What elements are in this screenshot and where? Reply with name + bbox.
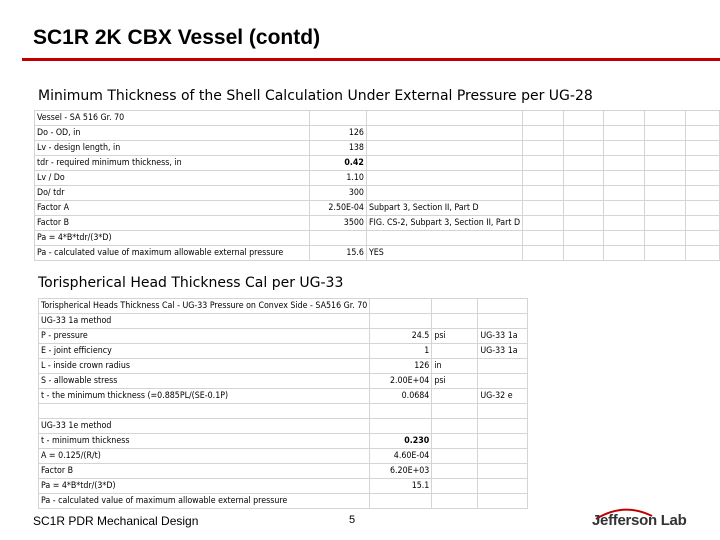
row-value: 4.60E-04: [370, 449, 432, 464]
row-label: Factor A: [35, 201, 310, 216]
empty-cell: [523, 231, 564, 246]
row-unit: in: [432, 359, 478, 374]
row-label: t - the minimum thickness (=0.885PL/(SE-0.1P): [39, 389, 370, 404]
row-unit: psi: [432, 374, 478, 389]
table-row: [39, 464, 528, 479]
empty-cell: [563, 111, 604, 126]
row-unit: psi: [432, 329, 478, 344]
row-unit: [432, 299, 478, 314]
row-label: Pa - calculated value of maximum allowable external pressure: [35, 246, 310, 261]
row-value: 3500: [310, 216, 366, 231]
empty-cell: [644, 216, 685, 231]
empty-cell: [644, 201, 685, 216]
row-label: Do/ tdr: [35, 186, 310, 201]
table-row: [39, 404, 528, 419]
row-note: YES: [366, 246, 522, 261]
table-row: [39, 374, 528, 389]
row-label: t - minimum thickness: [39, 434, 370, 449]
row-unit: [432, 314, 478, 329]
row-reference: [478, 494, 528, 509]
table-row: [35, 186, 720, 201]
row-value: [370, 494, 432, 509]
row-value: 126: [310, 126, 366, 141]
slide-title: SC1R 2K CBX Vessel (contd): [33, 26, 321, 49]
row-value: 0.230: [370, 434, 432, 449]
empty-cell: [523, 186, 564, 201]
row-value: [370, 404, 432, 419]
empty-cell: [644, 156, 685, 171]
row-note: [366, 156, 522, 171]
empty-cell: [523, 156, 564, 171]
row-unit: [432, 344, 478, 359]
empty-cell: [685, 126, 719, 141]
row-label: Lv / Do: [35, 171, 310, 186]
empty-cell: [644, 111, 685, 126]
row-value: 138: [310, 141, 366, 156]
table-row: [39, 299, 528, 314]
row-value: 0.0684: [370, 389, 432, 404]
table-row: [39, 389, 528, 404]
row-value: 126: [370, 359, 432, 374]
row-note: [366, 141, 522, 156]
empty-cell: [604, 216, 645, 231]
table-row: [39, 434, 528, 449]
head-thickness-table: [38, 298, 528, 509]
empty-cell: [563, 201, 604, 216]
row-note: [366, 126, 522, 141]
table-row: [35, 231, 720, 246]
row-label: UG-33 1e method: [39, 419, 370, 434]
row-value: 1: [370, 344, 432, 359]
empty-cell: [685, 171, 719, 186]
empty-cell: [523, 216, 564, 231]
shell-thickness-table: [34, 110, 720, 261]
row-value: [370, 419, 432, 434]
table-row: [35, 111, 720, 126]
row-reference: UG-33 1a: [478, 344, 528, 359]
row-label: Factor B: [35, 216, 310, 231]
row-value: 0.42: [310, 156, 366, 171]
row-label: E - joint efficiency: [39, 344, 370, 359]
row-label: Torispherical Heads Thickness Cal - UG-33 Pressure on Convex Side - SA516 Gr. 70: [39, 299, 370, 314]
row-reference: [478, 419, 528, 434]
page-number: 5: [349, 514, 356, 526]
row-note: FIG. CS-2, Subpart 3, Section II, Part D: [366, 216, 522, 231]
row-unit: [432, 434, 478, 449]
row-value: [310, 111, 366, 126]
row-reference: [478, 299, 528, 314]
table-row: [39, 344, 528, 359]
empty-cell: [644, 126, 685, 141]
empty-cell: [523, 246, 564, 261]
empty-cell: [685, 216, 719, 231]
row-label: Pa = 4*B*tdr/(3*D): [39, 479, 370, 494]
row-unit: [432, 419, 478, 434]
row-reference: [478, 374, 528, 389]
title-divider: [22, 58, 720, 61]
empty-cell: [604, 156, 645, 171]
table-row: [35, 201, 720, 216]
row-note: [366, 231, 522, 246]
table-row: [35, 126, 720, 141]
row-unit: [432, 479, 478, 494]
row-reference: [478, 434, 528, 449]
table-row: [39, 479, 528, 494]
row-label: Pa - calculated value of maximum allowable external pressure: [39, 494, 370, 509]
row-label: UG-33 1a method: [39, 314, 370, 329]
row-value: 24.5: [370, 329, 432, 344]
empty-cell: [644, 231, 685, 246]
shell-calc-heading: Minimum Thickness of the Shell Calculation Under External Pressure per UG-28: [38, 88, 593, 104]
empty-cell: [563, 171, 604, 186]
row-unit: [432, 449, 478, 464]
row-value: 15.6: [310, 246, 366, 261]
empty-cell: [604, 201, 645, 216]
empty-cell: [685, 141, 719, 156]
head-calc-heading: Torispherical Head Thickness Cal per UG-33: [38, 275, 344, 291]
row-reference: [478, 464, 528, 479]
row-unit: [432, 464, 478, 479]
row-value: 6.20E+03: [370, 464, 432, 479]
table-row: [39, 329, 528, 344]
row-note: [366, 186, 522, 201]
row-reference: [478, 449, 528, 464]
empty-cell: [644, 246, 685, 261]
empty-cell: [563, 156, 604, 171]
empty-cell: [604, 186, 645, 201]
table-row: [39, 419, 528, 434]
empty-cell: [563, 216, 604, 231]
empty-cell: [604, 171, 645, 186]
row-reference: [478, 314, 528, 329]
row-reference: UG-33 1a: [478, 329, 528, 344]
empty-cell: [644, 171, 685, 186]
empty-cell: [604, 141, 645, 156]
row-value: 15.1: [370, 479, 432, 494]
empty-cell: [563, 186, 604, 201]
row-reference: [478, 479, 528, 494]
table-row: [39, 314, 528, 329]
row-note: [366, 171, 522, 186]
row-value: [370, 314, 432, 329]
row-unit: [432, 404, 478, 419]
table-row: [35, 171, 720, 186]
table-row: [35, 246, 720, 261]
row-label: S - allowable stress: [39, 374, 370, 389]
row-label: Factor B: [39, 464, 370, 479]
empty-cell: [563, 141, 604, 156]
empty-cell: [604, 246, 645, 261]
row-reference: [478, 404, 528, 419]
empty-cell: [685, 111, 719, 126]
row-label: Do - OD, in: [35, 126, 310, 141]
table-row: [39, 359, 528, 374]
empty-cell: [523, 171, 564, 186]
table-row: [39, 494, 528, 509]
row-value: 1.10: [310, 171, 366, 186]
row-reference: [478, 359, 528, 374]
jefferson-lab-logo: Jefferson Lab: [592, 512, 687, 529]
empty-cell: [644, 141, 685, 156]
row-label: Lv - design length, in: [35, 141, 310, 156]
empty-cell: [685, 231, 719, 246]
empty-cell: [604, 126, 645, 141]
empty-cell: [523, 126, 564, 141]
table-row: [35, 156, 720, 171]
row-label: [39, 404, 370, 419]
row-label: A = 0.125/(R/t): [39, 449, 370, 464]
row-value: 2.00E+04: [370, 374, 432, 389]
empty-cell: [523, 141, 564, 156]
empty-cell: [604, 111, 645, 126]
row-unit: [432, 494, 478, 509]
table-row: [35, 216, 720, 231]
empty-cell: [685, 186, 719, 201]
row-value: [370, 299, 432, 314]
empty-cell: [523, 111, 564, 126]
row-label: P - pressure: [39, 329, 370, 344]
empty-cell: [523, 201, 564, 216]
row-label: Pa = 4*B*tdr/(3*D): [35, 231, 310, 246]
empty-cell: [563, 231, 604, 246]
footer-presentation-name: SC1R PDR Mechanical Design: [33, 514, 199, 528]
row-label: Vessel - SA 516 Gr. 70: [35, 111, 310, 126]
empty-cell: [604, 231, 645, 246]
row-label: tdr - required minimum thickness, in: [35, 156, 310, 171]
row-note: [366, 111, 522, 126]
row-reference: UG-32 e: [478, 389, 528, 404]
row-note: Subpart 3, Section II, Part D: [366, 201, 522, 216]
empty-cell: [563, 246, 604, 261]
table-row: [35, 141, 720, 156]
row-value: [310, 231, 366, 246]
table-row: [39, 449, 528, 464]
empty-cell: [685, 201, 719, 216]
empty-cell: [685, 156, 719, 171]
row-value: 300: [310, 186, 366, 201]
empty-cell: [685, 246, 719, 261]
row-label: L - inside crown radius: [39, 359, 370, 374]
empty-cell: [563, 126, 604, 141]
row-value: 2.50E-04: [310, 201, 366, 216]
row-unit: [432, 389, 478, 404]
empty-cell: [644, 186, 685, 201]
